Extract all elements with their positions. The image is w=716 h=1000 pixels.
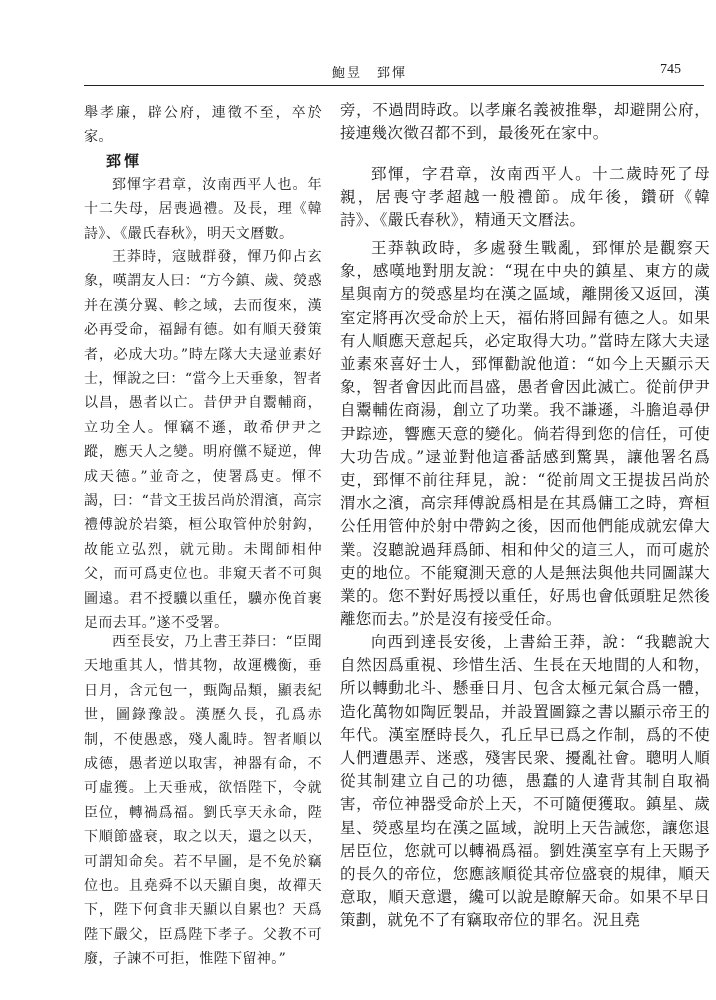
classical-paragraph-wang-mang: 王莽時，寇賊群發，惲乃仰占玄象，嘆謂友人曰：“方今鎮、歲、熒惑并在漢分翼、軫之域，去而復來，漢必再受命，福歸有德。如有順天發策者，必成大功。”時左隊大夫逯並素好士，惲說之曰：“當今上天垂象，智者以昌，愚者以亡。昔伊尹自鬻輔商，立功全人。惲竊不遜，敢希伊尹之蹤，應天人之變。明府儻不疑逆，俾成天德。”並奇之，使署爲吏。惲不謁，曰：“昔文王拔呂尚於渭濱，高宗禮傅說於岩築，桓公取管仲於射鈎，故能立弘烈，就元勛。未聞師相仲父，而可爲吏位也。非窺天者不可與圖遠。君不授驥以重任，驥亦俛首裹足而去耳。”遂不受署。 [84, 249, 322, 632]
translation-paragraph-wang-mang: 王莽執政時，多處發生戰亂，郅惲於是觀察天象，感嘆地對朋友說：“現在中央的鎮星、東方的歲星與南方的熒惑星均在漢之區域，離開後又返回，漢室定將再次受命於上天，福佑將回歸有德之人。如果有人順應天意起兵，必定取得大功。”當時左隊大夫逯並素來喜好士人，郅惲勸說他道：“如今上天顯示天象，智者會因此而昌盛，愚者會因此滅亡。從前伊尹自鬻輔佐商湯，創立了功業。我不謙遜，斗膽追尋伊尹踪迹，響應天意的變化。倘若得到您的信任，可使大功告成。”逯並對他這番話感到驚異，讓他署名爲吏，郅惲不前往拜見，說：“從前周文王提拔呂尚於渭水之濱，高宗拜傅說爲相是在其爲傭工之時，齊桓公任用管仲於射中帶鈎之後，因而他們能成就宏偉大業。沒聽說過拜爲師、相和仲父的這三人，而可處於吏的地位。不能窺測天意的人是無法與他共同圖謀大業的。您不對好馬授以重任，好馬也會低頭駐足然後離您而去。”於是沒有接受任命。 [340, 239, 710, 629]
translation-paragraph-biography: 郅惲，字君章，汝南西平人。十二歲時死了母親，居喪守孝超越一般禮節。成年後，鑽研《韓詩》、《嚴氏春秋》，精通天文曆法。 [340, 165, 710, 230]
translation-paragraph-intro: 旁，不過問時政。以孝廉名義被推舉，却避開公府，接連幾次徵召都不到，最後死在家中。 [340, 101, 710, 143]
classical-paragraph-biography: 郅惲字君章，汝南西平人也。年十二失母，居喪過禮。及長，理《韓詩》、《嚴氏春秋》，明天文曆數。 [84, 177, 322, 242]
section-heading: 郅惲 [106, 152, 143, 170]
header-rule [84, 85, 704, 86]
classical-paragraph-intro: 舉孝廉，辟公府，連徵不至，卒於家。 [84, 105, 322, 146]
running-header-title: 鮑昱 郅惲 [332, 66, 408, 81]
page-number: 745 [660, 62, 681, 77]
classical-paragraph-memorial: 西至長安，乃上書王莽曰：“臣聞天地重其人，惜其物，故運機衡，垂日月，含元包一，甄陶品類，顯表紀世，圖錄豫設。漢歷久長，孔爲赤制，不使愚惑，殘人亂時。智者順以成德，愚者逆以取害，神器有命，不可虛獲。上天垂戒，欲悟陛下，令就臣位，轉禍爲福。劉氏享天永命，陛下順節盛衰，取之以天，還之以天，可謂知命矣。若不早圖，是不免於竊位也。且堯舜不以天顯自奥，故禪天下，陛下何貪非天顯以自累也？天爲陛下嚴父，臣爲陛下孝子。父教不可廢，子諫不可拒，惟陛下留神。” [84, 634, 322, 968]
translation-paragraph-memorial: 向西到達長安後，上書給王莽，說：“我聽說大自然因爲重視、珍惜生活、生長在天地間的人和物，所以轉動北斗、懸垂日月、包含太極元氣合爲一體，造化萬物如陶匠製品，并設置圖籙之書以顯示帝王的年代。漢室歷時長久，孔丘早已爲之作制，爲的不使人們遭愚弄、迷惑，殘害民衆、擾亂社會。聰明人順從其制建立自己的功德，愚蠢的人違背其制自取禍害，帝位神器受命於上天，不可隨便獲取。鎮星、歲星、熒惑星均在漢之區域，說明上天告誡您，讓您退居臣位，您就可以轉禍爲福。劉姓漢室享有上天賜予的長久的帝位，您應該順從其帝位盛衰的規律，順天意取，順天意還，纔可以說是瞭解天命。如果不早日策劃，就免不了有竊取帝位的罪名。況且堯 [340, 633, 710, 930]
